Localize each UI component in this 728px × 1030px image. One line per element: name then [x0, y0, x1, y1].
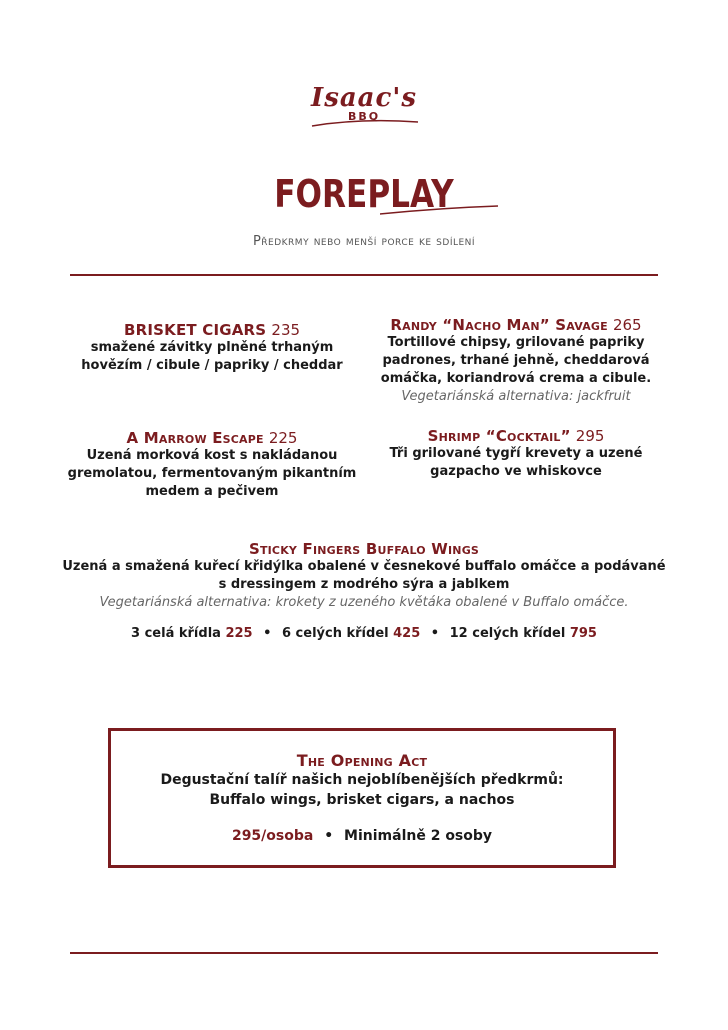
- opening-act-title: The Opening Act: [296, 751, 428, 770]
- item-name: Sticky Fingers Buffalo Wings: [248, 540, 480, 558]
- item-price: 235: [271, 321, 301, 339]
- menu-item-marrow: [62, 428, 362, 501]
- item-price: 265: [612, 316, 642, 334]
- wings-option-label: 3 celá křídla: [131, 626, 221, 641]
- bullet-separator: •: [430, 626, 440, 641]
- item-name: A Marrow Escape: [126, 429, 264, 447]
- opening-act-note: Minimálně 2 osoby: [344, 828, 493, 844]
- item-veg-alternative: Vegetariánská alternativa: krokety z uzeného květáka obalené v Buffalo omáčce.: [99, 595, 629, 610]
- item-desc: smažené závitky plněné trhaným: [90, 340, 334, 355]
- opening-act-desc: Degustační talíř našich nejoblíbenějších předkrmů:: [160, 772, 564, 788]
- item-desc: Uzená morková kost s nakládanou: [86, 448, 338, 463]
- item-price: 295: [575, 427, 605, 445]
- item-desc: medem a pečivem: [145, 484, 279, 499]
- item-desc: gazpacho ve whiskovce: [430, 464, 602, 479]
- top-divider: [70, 274, 658, 276]
- menu-item-randy: [366, 315, 666, 406]
- item-desc: omáčka, koriandrová crema a cibule.: [380, 371, 652, 386]
- page-title: FOREPLAY: [274, 172, 454, 216]
- title-swash-icon: [380, 200, 500, 220]
- item-desc: Uzená a smažená kuřecí křidýlka obalené v česnekové buffalo omáčce a podávané: [62, 559, 666, 574]
- wings-option-price: 225: [225, 626, 253, 641]
- logo-swash-icon: [310, 116, 420, 132]
- menu-item-brisket: [62, 320, 362, 375]
- item-desc: s dressingem z modrého sýra a jablkem: [218, 577, 510, 592]
- wings-option-price: 425: [393, 626, 421, 641]
- item-desc: hovězím / cibule / papriky / cheddar: [81, 358, 343, 373]
- menu-item-wings: [40, 540, 688, 641]
- wings-option-price: 795: [569, 626, 597, 641]
- item-desc: gremolatou, fermentovaným pikantním: [67, 466, 357, 481]
- wings-option-label: 12 celých křídel: [449, 626, 566, 641]
- logo-script: Isaac's: [311, 83, 417, 113]
- page-subtitle: Předkrmy nebo menší porce ke sdílení: [252, 234, 476, 249]
- item-name: Shrimp “Cocktail”: [427, 427, 571, 445]
- item-desc: padrones, trhané jehně, cheddarová: [382, 353, 650, 368]
- item-desc: Tortillové chipsy, grilované papriky: [387, 335, 645, 350]
- opening-act-pricing: [111, 828, 613, 844]
- item-price: 225: [268, 429, 298, 447]
- opening-act-box: [108, 728, 616, 868]
- wings-option-label: 6 celých křídel: [281, 626, 389, 641]
- opening-act-desc: Buffalo wings, brisket cigars, a nachos: [209, 792, 515, 808]
- bullet-separator: •: [324, 828, 334, 844]
- bottom-divider: [70, 952, 658, 954]
- item-name: BRISKET CIGARS: [123, 321, 267, 339]
- menu-item-shrimp: [366, 426, 666, 481]
- item-veg-alternative: Vegetariánská alternativa: jackfruit: [401, 389, 631, 404]
- item-desc: Tři grilované tygří krevety a uzené: [389, 446, 643, 461]
- wings-options: [40, 626, 688, 641]
- item-name: Randy “Nacho Man” Savage: [390, 316, 608, 334]
- opening-act-price: 295/osoba: [231, 828, 314, 844]
- logo-sub: BBQ: [347, 110, 381, 123]
- bullet-separator: •: [263, 626, 272, 641]
